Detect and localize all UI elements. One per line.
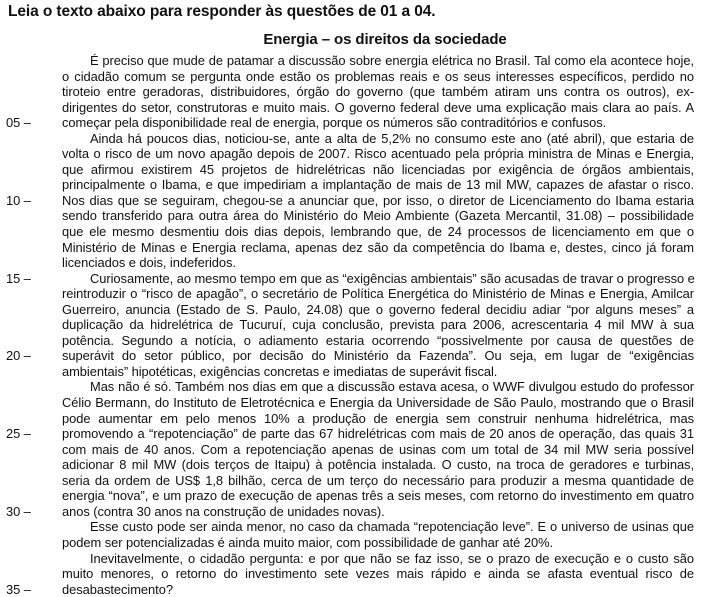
line-text: É preciso que mude de patamar a discussão sobre energia elétrica no Brasil. Tal como ela acontece hoje,: [90, 53, 694, 68]
line-text: desabastecimento?: [62, 581, 173, 597]
line-text: podem ser potencializadas é ainda muito maior, com possibilidade de ganhar até 20%.: [62, 534, 554, 550]
line-number: 25 –: [6, 426, 31, 442]
text-line: [62, 162, 694, 178]
instruction-heading: Leia o texto abaixo para responder às questões de 01 a 04.: [8, 3, 436, 20]
text-line: [62, 333, 694, 349]
line-text: pode aumentar em pelo menos 10% a produção de energia sem construir nenhuma hidrelétrica, mas: [62, 410, 694, 426]
line-text: que ele mesmo desmentiu dois dias depois, lembrando que, de 24 processos de licenciamento em que o: [62, 224, 694, 240]
text-line: [62, 457, 694, 473]
text-line: [62, 395, 694, 411]
text-line: [6, 426, 694, 442]
line-text: licenciados e dois, indeferidos.: [62, 255, 236, 271]
text-line: [62, 131, 694, 147]
line-text: começar pela disponibilidade real de energia, porque os números são contraditórios e confusos.: [62, 115, 607, 131]
line-text: sendo transferido para outra área do Ministério do Meio Ambiente (Gazeta Mercantil, 31.08) – possibilidade: [62, 208, 694, 224]
text-line: [6, 192, 694, 209]
text-line: [6, 581, 694, 597]
text-line: [6, 348, 694, 364]
text-line: [62, 84, 694, 100]
text-line: [62, 286, 694, 302]
line-text: o cidadão comum se pergunta onde estão os problemas reais e os seus interesses específicos, perdido no: [62, 68, 694, 84]
line-text: com mais de 40 anos. Com a repotenciação apenas de usinas com um total de 34 mil MW seria possível: [62, 441, 694, 457]
text-line: [62, 519, 694, 535]
text-line: [62, 535, 694, 551]
text-line: [62, 100, 694, 116]
line-number: 20 –: [6, 348, 31, 364]
text-line: [62, 177, 694, 193]
line-text: ambientais” hipotéticas, exigências concretas e imediatas de superávit fiscal.: [62, 363, 498, 379]
line-text: Mas não é só. Também nos dias em que a discussão estava acesa, o WWF divulgou estudo do professor: [90, 379, 694, 395]
line-number: 35 –: [6, 581, 31, 597]
line-text: Nos dias que se seguiram, chegou-se a anunciar que, por isso, o diretor de Licenciamento do Ibama estaria: [62, 192, 694, 208]
line-text: que afirmou existirem 45 projetos de hidrelétricas não licenciadas por exigência de órgãos ambientais,: [62, 161, 694, 177]
text-line: [6, 503, 694, 520]
line-text: tiroteio entre geradoras, distribuidores, órgão do governo (que também atiram uns contra os outros), ex-: [62, 84, 694, 100]
line-text: Guerreiro, anuncia (Estado de S. Paulo, 24.08) que o governo federal decidiu adiar “por alguns meses” a: [62, 301, 694, 317]
text-line: [62, 240, 694, 256]
text-line: [62, 317, 694, 333]
text-line: [62, 255, 694, 271]
article-body: [6, 53, 695, 597]
text-line: [62, 379, 694, 395]
line-text: Curiosamente, ao mesmo tempo em que as “exigências ambientais” são acusadas de travar o progresso e: [90, 270, 695, 286]
text-line: [62, 224, 694, 240]
line-text: adicionar 8 mil MW (dois terços de Itaipu) à potência instalada. O custo, na troca de geradores e turbinas,: [62, 457, 694, 473]
line-text: reintroduzir o “risco de apagão”, o secretário de Política Energética do Ministério de Minas e Energia, Amilcar: [62, 286, 694, 302]
text-line: [62, 488, 694, 504]
line-text: Esse custo pode ser ainda menor, no caso da chamada “repotenciação leve”. E o universo de usinas que: [90, 519, 694, 535]
line-text: duplicação da hidrelétrica de Tucuruí, cuja conclusão, prevista para 2006, acrescentaria 4 mil MW à sua: [62, 317, 694, 333]
text-line: [62, 566, 694, 582]
line-text: promovendo a “repotenciação” de parte das 67 hidrelétricas com mais de 20 anos de operação, das quais 31: [62, 426, 694, 442]
line-text: energia “nova”, e um prazo de execução de apenas três a seis meses, com retorno do investimento em quatro: [62, 488, 694, 504]
text-line: [62, 473, 694, 489]
line-text: seria da ordem de US$ 1,8 bilhão, cerca de um terço do necessário para produzir a mesma quantidade de: [62, 472, 694, 488]
text-line: [62, 411, 694, 427]
line-text: Ministério de Minas e Energia reclama, apenas dez são da competência do Ibama e, destes, cinco já foram: [62, 239, 694, 255]
text-line: [62, 364, 694, 380]
line-number: 30 –: [6, 503, 31, 519]
text-line: [62, 551, 694, 567]
line-text: superávit do setor público, por decisão do Ministério da Fazenda”. Ou seja, em lugar de “exigências: [62, 348, 694, 364]
line-text: volta o risco de um novo apagão depois de 2007. Risco acentuado pela própria ministra de Minas e Energia,: [62, 146, 694, 162]
text-line: [62, 53, 694, 69]
text-line: [62, 302, 694, 318]
line-text: principalmente o Ibama, e que impediriam a implantação de mais de 13 mil MW, capazes de afastar o risco.: [62, 177, 694, 193]
text-line: [62, 208, 694, 224]
text-line: [62, 146, 694, 162]
line-text: dirigentes do setor, construtoras e muito mais. O governo federal deve uma explicação mais clara ao país. A: [62, 99, 694, 115]
line-text: potência. Segundo a notícia, o adiamento estaria ocorrendo “possivelmente por causa de questões de: [62, 332, 694, 348]
article-title: Energia – os direitos da sociedade: [263, 31, 507, 48]
text-line: [62, 69, 694, 85]
text-line: [6, 270, 695, 287]
line-text: muito menores, o retorno do investimento sete vezes mais rápido e ainda se afasta eventual risco de: [62, 566, 694, 582]
line-text: anos (contra 30 anos na construção de unidades novas).: [62, 503, 385, 519]
line-text: Célio Bermann, do Instituto de Eletrotécnica e Energia da Universidade de São Paulo, mostrando que o Brasil: [62, 395, 694, 411]
line-number: 10 –: [6, 192, 31, 208]
text-line: [6, 115, 694, 131]
text-line: [62, 442, 694, 458]
line-text: Inevitavelmente, o cidadão pergunta: e por que não se faz isso, se o prazo de execução e o custo são: [90, 550, 694, 566]
line-number: 05 –: [6, 115, 31, 131]
line-number: 15 –: [6, 270, 31, 286]
line-text: Ainda há poucos dias, noticiou-se, ante a alta de 5,2% no consumo este ano (até abril), que estaria de: [90, 130, 694, 146]
